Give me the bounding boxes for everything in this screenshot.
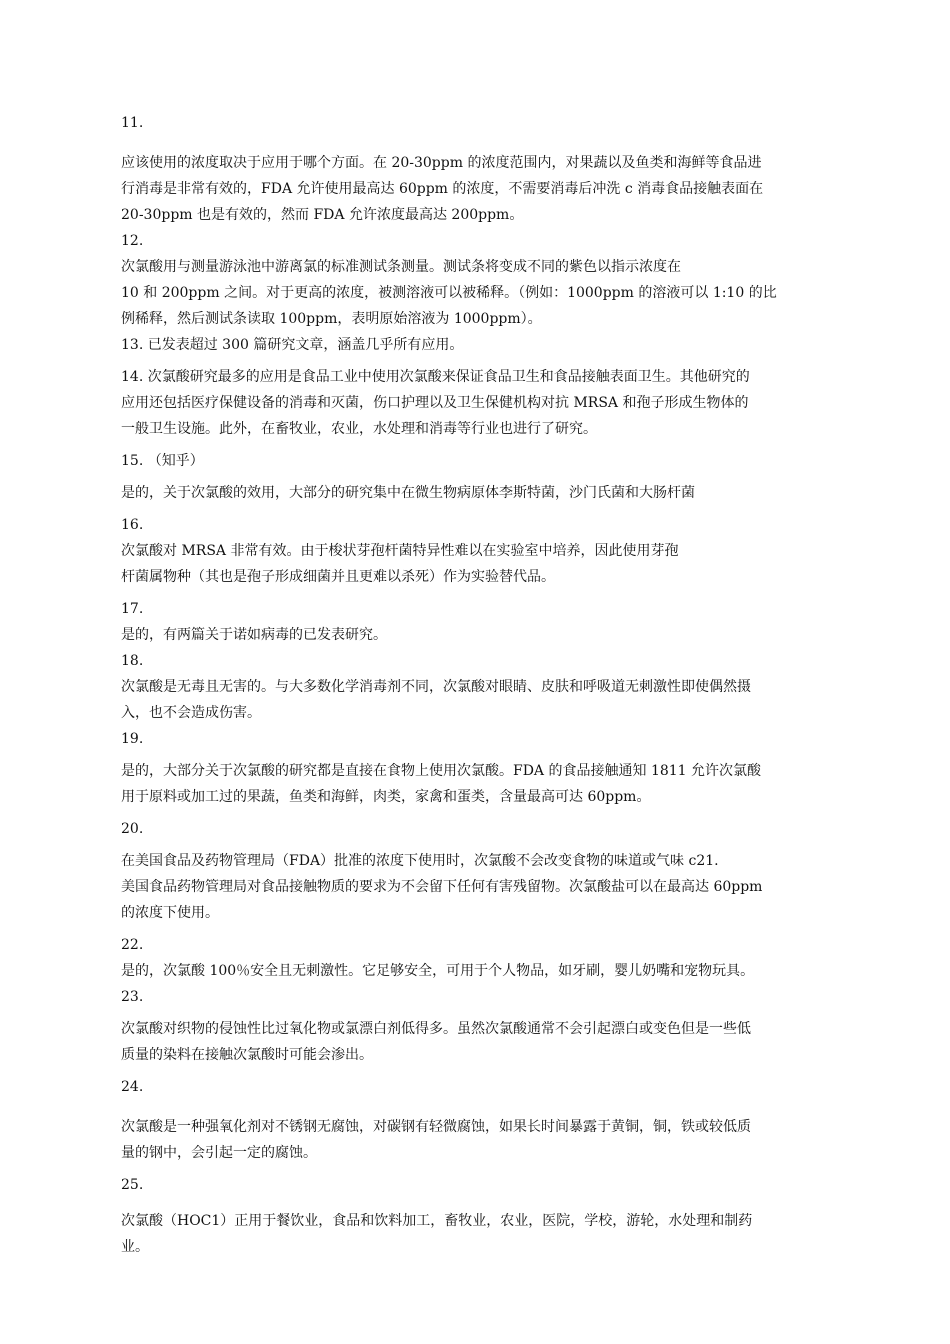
paragraph-17 bbox=[121, 622, 843, 648]
text-line: 10 和 200ppm 之间。对于更高的浓度，被测溶液可以被稀释。（例如：1000ppm 的溶液可以 1:10 的比 bbox=[121, 285, 777, 301]
paragraph-12 bbox=[121, 254, 843, 332]
text-line: 在美国食品及药物管理局（FDA）批准的浓度下使用时，次氯酸不会改变食物的味道或气味 c21. bbox=[121, 853, 719, 869]
text-line: 次氯酸是一种强氧化剂对不锈钢无腐蚀，对碳钢有轻微腐蚀，如果长时间暴露于黄铜，铜，铁或较低质 bbox=[121, 1119, 751, 1135]
item-number-19: 19. bbox=[121, 731, 144, 747]
text-line: 的浓度下使用。 bbox=[121, 905, 219, 921]
text-line: 次氯酸对 MRSA 非常有效。由于梭状芽孢杆菌特异性难以在实验室中培养，因此使用芽孢 bbox=[121, 543, 679, 559]
paragraph-15 bbox=[121, 480, 843, 506]
text-line: 14. 次氯酸研究最多的应用是食品工业中使用次氯酸来保证食品卫生和食品接触表面卫生。其他研究的 bbox=[121, 369, 750, 385]
text-line: 是的，大部分关于次氯酸的研究都是直接在食物上使用次氯酸。FDA 的食品接触通知 1811 允许次氯酸 bbox=[121, 763, 762, 779]
paragraph-20 bbox=[121, 848, 843, 926]
text-line: 量的钢中，会引起一定的腐蚀。 bbox=[121, 1145, 317, 1161]
item-number-23: 23. bbox=[121, 989, 144, 1005]
text-line: 一般卫生设施。此外，在畜牧业，农业，水处理和消毒等行业也进行了研究。 bbox=[121, 421, 597, 437]
text-line: 是的，有两篇关于诺如病毒的已发表研究。 bbox=[121, 627, 387, 643]
text-line: 次氯酸（HOC1）正用于餐饮业，食品和饮料加工，畜牧业，农业，医院，学校，游轮，水处理和制药 bbox=[121, 1213, 753, 1229]
text-line: 次氯酸对织物的侵蚀性比过氧化物或氯漂白剂低得多。虽然次氯酸通常不会引起漂白或变色但是一些低 bbox=[121, 1021, 751, 1037]
paragraph-25 bbox=[121, 1208, 843, 1260]
paragraph-19 bbox=[121, 758, 843, 810]
item-number-15: 15. （知乎） bbox=[121, 453, 204, 469]
text-line: 质量的染料在接触次氯酸时可能会渗出。 bbox=[121, 1047, 373, 1063]
text-line: 应该使用的浓度取决于应用于哪个方面。在 20-30ppm 的浓度范围内，对果蔬以及鱼类和海鲜等食品进 bbox=[121, 155, 762, 171]
text-line: 是的，关于次氯酸的效用，大部分的研究集中在微生物病原体李斯特菌，沙门氏菌和大肠杆菌 bbox=[121, 485, 695, 501]
item-13: 13. 已发表超过 300 篇研究文章，涵盖几乎所有应用。 bbox=[121, 337, 464, 353]
paragraph-14 bbox=[121, 364, 843, 442]
text-line: 入，也不会造成伤害。 bbox=[121, 705, 261, 721]
text-line: 次氯酸用与测量游泳池中游离氯的标准测试条测量。测试条将变成不同的紫色以指示浓度在 bbox=[121, 259, 681, 275]
item-number-20: 20. bbox=[121, 821, 144, 837]
text-line: 例稀释，然后测试条读取 100ppm，表明原始溶液为 1000ppm）。 bbox=[121, 311, 542, 327]
text-line: 行消毒是非常有效的，FDA 允许使用最高达 60ppm 的浓度，不需要消毒后冲洗 c 消毒食品接触表面在 bbox=[121, 181, 764, 197]
paragraph-11 bbox=[121, 150, 843, 228]
item-number-17: 17. bbox=[121, 601, 144, 617]
paragraph-18 bbox=[121, 674, 843, 726]
item-number-25: 25. bbox=[121, 1177, 144, 1193]
text-line: 杆菌属物种（其也是孢子形成细菌并且更难以杀死）作为实验替代品。 bbox=[121, 569, 555, 585]
text-line: 应用还包括医疗保健设备的消毒和灭菌，伤口护理以及卫生保健机构对抗 MRSA 和孢子形成生物体的 bbox=[121, 395, 749, 411]
text-line: 业。 bbox=[121, 1239, 149, 1255]
text-line: 次氯酸是无毒且无害的。与大多数化学消毒剂不同，次氯酸对眼睛、皮肤和呼吸道无刺激性即使偶然摄 bbox=[121, 679, 751, 695]
text-line: 20-30ppm 也是有效的，然而 FDA 允许浓度最高达 200ppm。 bbox=[121, 207, 524, 223]
item-number-12: 12. bbox=[121, 233, 144, 249]
text-line: 用于原料或加工过的果蔬，鱼类和海鲜，肉类，家禽和蛋类，含量最高可达 60ppm。 bbox=[121, 789, 651, 805]
item-number-18: 18. bbox=[121, 653, 144, 669]
paragraph-22 bbox=[121, 958, 843, 984]
text-line: 美国食品药物管理局对食品接触物质的要求为不会留下任何有害残留物。次氯酸盐可以在最高达 60ppm bbox=[121, 879, 763, 895]
item-number-24: 24. bbox=[121, 1079, 144, 1095]
item-number-16: 16. bbox=[121, 517, 144, 533]
paragraph-16 bbox=[121, 538, 843, 590]
item-number-22: 22. bbox=[121, 937, 144, 953]
document-page bbox=[121, 110, 843, 1260]
item-number-11: 11. bbox=[121, 115, 144, 131]
paragraph-24 bbox=[121, 1114, 843, 1166]
text-line: 是的，次氯酸 100％安全且无刺激性。它足够安全，可用于个人物品，如牙刷，婴儿奶嘴和宠物玩具。 bbox=[121, 963, 755, 979]
paragraph-23 bbox=[121, 1016, 843, 1068]
